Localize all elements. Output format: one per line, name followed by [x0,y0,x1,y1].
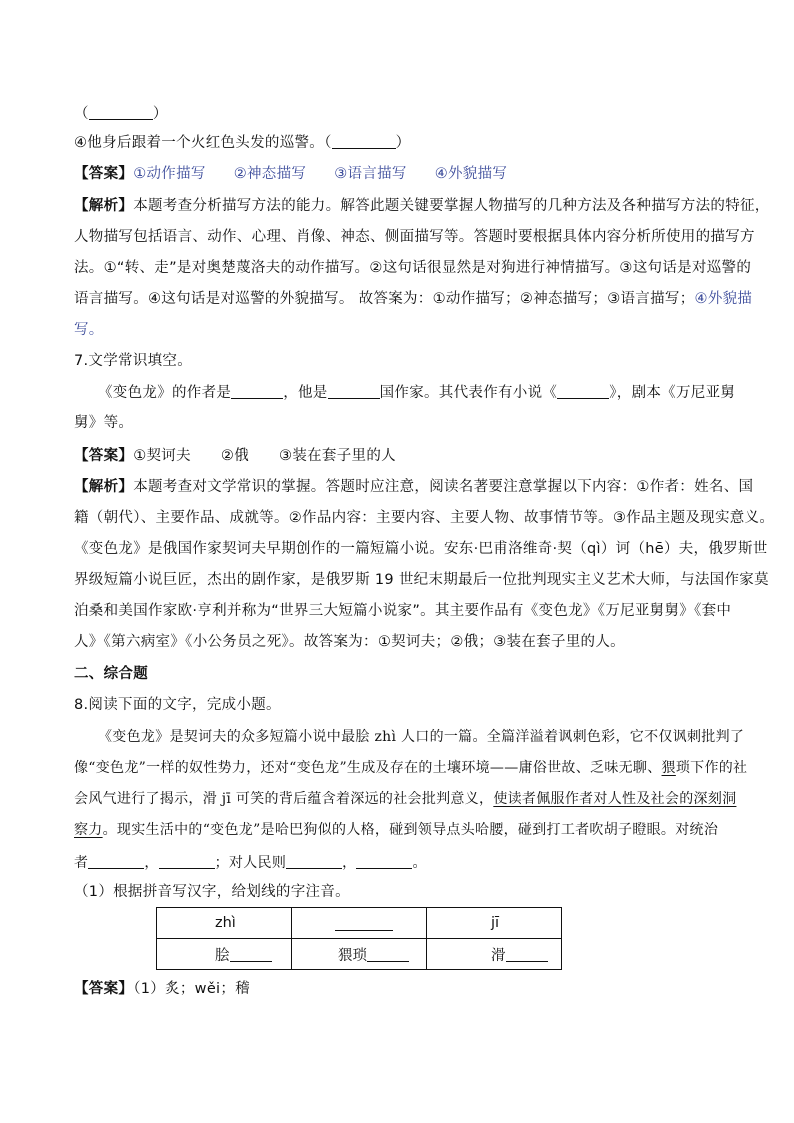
q6-line-3-blank: （ ） [74,106,168,122]
q7-analysis-line-1: 【解析】本题考查对文学常识的掌握。答题时应注意，阅读名著要注意掌握以下内容：①作者：姓名、国 [74,479,754,495]
q6-analysis-line-3: 法。①“转、走”是对奥楚蔑洛夫的动作描写。②这句话很显然是对狗进行神情描写。③这句话是对巡警的 [74,260,752,276]
table-row [157,939,562,970]
q6-item-4: ④他身后跟着一个火红色头发的巡警。（ ） [74,135,411,151]
table-cell: zhì [157,908,292,939]
answer-blank [335,916,393,931]
q7-analysis-line-6: 人》《第六病室》《小公务员之死》。故答案为：①契诃夫；②俄；③装在套子里的人。 [74,634,625,650]
q6-analysis-line-1: 【解析】本题考查分析描写方法的能力。解答此题关键要掌握人物描写的几种方法及各种描写方法的特征， [74,198,770,214]
q6-analysis-line-2: 人物描写包括语言、动作、心理、肖像、神态、侧面描写等。答题时要根据具体内容分析所使用的描写方 [74,229,755,245]
answer-blank [230,947,272,962]
q7-analysis-line-4: 界级短篇小说巨匠，杰出的剧作家，是俄罗斯 19 世纪末期最后一位批判现实主义艺术大师，与法国作家莫 [74,572,769,588]
q6-analysis-line-5: 写。 [74,322,104,338]
q8-sub-1: （1）根据拼音写汉字，给划线的字注音。 [74,884,350,900]
answer-blank [159,854,215,869]
table-cell: 猥琐 [292,939,427,970]
answer-blank [367,947,409,962]
q7-answer: 【答案】①契诃夫 ②俄 ③装在套子里的人 [74,448,396,464]
table-row [157,908,562,939]
table-cell: 滑 [427,939,562,970]
q8-passage-line-1: 《变色龙》是契诃夫的众多短篇小说中最脍 zhì 人口的一篇。全篇洋溢着讽刺色彩，它不仅讽刺批判了 [98,729,745,745]
answer-blank [231,384,283,399]
underlined-sentence: 使读者佩服作者对人性及社会的深刻洞 [493,791,737,807]
q7-question-line-2: 舅》等。 [74,415,134,431]
q7-question-line-1: 《变色龙》的作者是 ，他是 国作家。其代表作有小说《 》，剧本《万尼亚舅 [98,385,736,401]
answer-blank [89,105,153,120]
q8-sub-1-answer: 【答案】（1）炙；wěi；稽 [74,981,250,997]
q7-title: 7.文学常识填空。 [74,353,193,369]
underlined-sentence-end: 察力 [74,822,103,838]
q6-analysis-line-4: 语言描写。④这句话是对巡警的外貌描写。 故答案为：①动作描写；②神态描写；③语言描写；④外貌描 [74,291,753,307]
q7-analysis-line-5: 泊桑和美国作家欧·亨利并称为“世界三大短篇小说家”。其主要作品有《变色龙》《万尼亚舅舅》《套中 [74,603,732,619]
answer-blank [328,384,380,399]
answer-blank [557,384,609,399]
q8-passage-line-2: 像“变色龙”一样的奴性势力，还对“变色龙”生成及存在的土壤环境——庸俗世故、乏味无聊、猥琐下作的社 [74,760,748,776]
table-cell [292,908,427,939]
answer-blank [286,854,342,869]
q7-analysis-line-3: 《变色龙》是俄国作家契诃夫早期创作的一篇短篇小说。安东·巴甫洛维奇·契（qì）诃（hē）夫，俄罗斯世 [74,541,768,557]
table-cell: 脍 [157,939,292,970]
table-cell: jī [427,908,562,939]
answer-blank [356,854,412,869]
answer-blank [332,134,396,149]
pinyin-table [156,907,562,970]
q8-passage-line-5: 者 ， ；对人民则 ， 。 [74,855,427,871]
q6-answer: 【答案】①动作描写 ②神态描写 ③语言描写 ④外貌描写 [74,166,508,182]
q8-passage-line-3: 会风气进行了揭示，滑 jī 可笑的背后蕴含着深远的社会批判意义，使读者佩服作者对人性及社会的深刻洞 [74,791,737,807]
q7-analysis-line-2: 籍（朝代）、主要作品、成就等。②作品内容：主要内容、主要人物、故事情节等。③作品主题及现实意义。 [74,510,775,526]
answer-blank [506,947,548,962]
underlined-char: 猥 [661,760,676,776]
q8-passage-line-4: 察力。现实生活中的“变色龙”是哈巴狗似的人格，碰到领导点头哈腰，碰到打工者吹胡子瞪眼。对统治 [74,822,719,838]
section-heading: 二、综合题 [74,666,148,682]
q8-title: 8.阅读下面的文字，完成小题。 [74,697,281,713]
answer-blank [88,854,144,869]
